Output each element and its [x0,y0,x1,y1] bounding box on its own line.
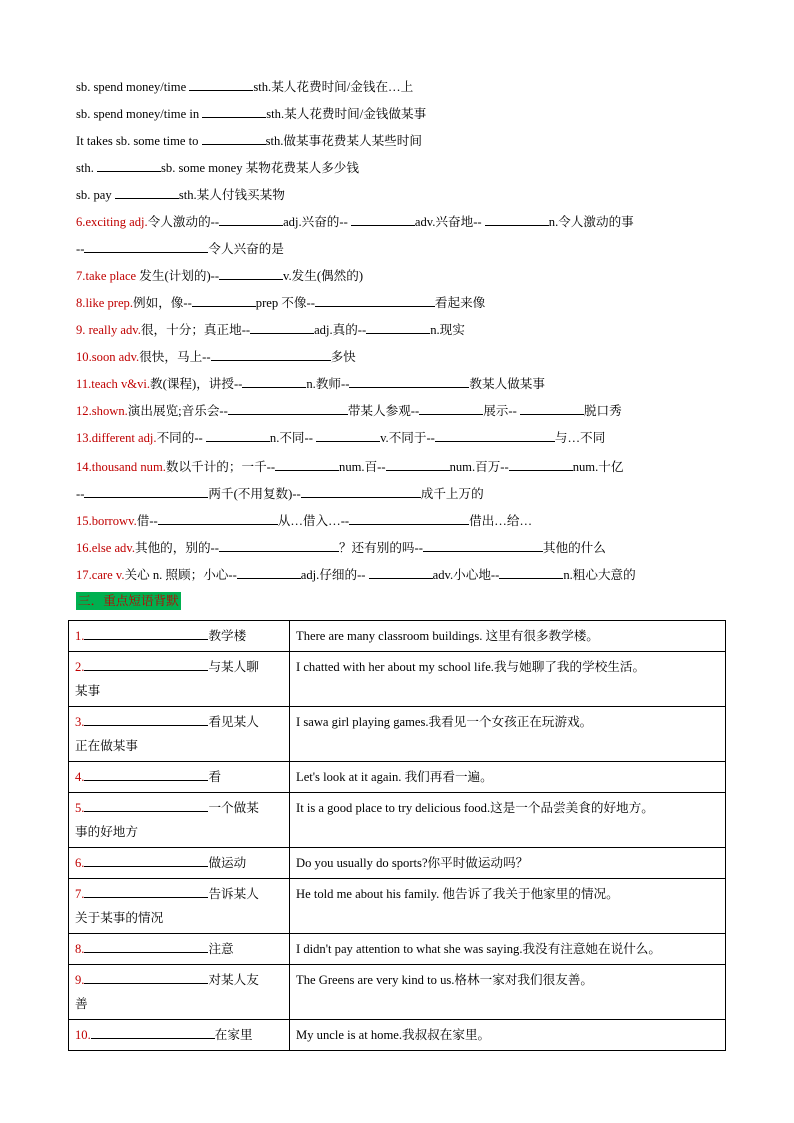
fill-blank[interactable] [219,538,339,552]
item-prefix: 16.else adv. [76,541,135,555]
phrase-cell [69,707,290,762]
item-14 [76,457,623,476]
example-cell: It is a good place to try delicious food.这是一个品尝美食的好地方。 [290,793,726,848]
item-6b [76,239,284,258]
table-row [69,879,726,934]
row-number: 9. [75,973,85,987]
phrase-meaning: 与某人聊 [208,660,259,674]
line-text: sth.做某事花费某人某些时间 [265,134,422,148]
item-text: 教某人做某事 [469,377,545,391]
fill-blank[interactable] [419,401,483,415]
phrase-meaning: 看见某人 [208,715,259,729]
item-text: 看起来像 [434,296,486,310]
item-10 [76,347,356,366]
line-text: sb. pay [76,188,115,202]
fill-blank[interactable] [485,212,549,226]
item-text: adj.兴奋的-- [283,215,351,229]
example-cell: Let's look at it again. 我们再看一遍。 [290,762,726,793]
item-prefix: -- [76,487,85,501]
fill-blank[interactable] [316,428,380,442]
row-number: 3. [75,715,85,729]
phrase-meaning: 注意 [208,942,234,956]
phrase-line-5 [76,185,285,204]
fill-blank[interactable] [315,293,435,307]
table-row [69,965,726,1020]
item-text: 多快 [330,350,356,364]
phrase-cell [69,848,290,879]
phrase-line-2 [76,104,426,123]
phrase-cell [69,1020,290,1051]
phrase-line-3 [76,131,422,150]
item-text: 其他的什么 [542,541,606,555]
fill-blank[interactable] [349,511,469,525]
row-number: 6. [75,856,85,870]
item-text: adj.真的-- [314,323,367,337]
fill-blank[interactable] [206,428,270,442]
example-cell: I chatted with her about my school life.我与她聊了我的学校生活。 [290,652,726,707]
row-number: 8. [75,942,85,956]
line-text: It takes sb. some time to [76,134,202,148]
fill-blank[interactable] [219,266,283,280]
item-text: num.百-- [339,460,386,474]
item-text: adj.仔细的-- [300,568,369,582]
item-text: 借出…给… [469,514,533,528]
fill-blank[interactable] [189,77,253,91]
item-prefix: 10.soon adv. [76,350,140,364]
item-text: 不同的-- [156,431,206,445]
fill-blank[interactable] [435,428,555,442]
fill-blank[interactable] [520,401,584,415]
phrase-meaning-cont: 事的好地方 [75,825,138,839]
fill-blank[interactable] [84,766,208,781]
item-prefix: -- [76,242,85,256]
fill-blank[interactable] [84,797,208,812]
item-text: v.不同于-- [380,431,435,445]
line-text: sth.某人花费时间/金钱做某事 [266,107,427,121]
fill-blank[interactable] [369,565,433,579]
item-text: adv.小心地-- [432,568,500,582]
fill-blank[interactable] [91,1024,215,1039]
line-text: sth.某人花费时间/金钱在…上 [253,80,414,94]
fill-blank[interactable] [97,158,161,172]
fill-blank[interactable] [202,131,266,145]
example-cell: The Greens are very kind to us.格林一家对我们很友善。 [290,965,726,1020]
phrase-meaning: 教学楼 [208,629,247,643]
fill-blank[interactable] [84,852,208,867]
row-number: 10. [75,1028,91,1042]
phrase-meaning: 一个做某 [208,801,259,815]
phrase-cell [69,934,290,965]
phrase-meaning-cont: 关于某事的情况 [75,911,164,925]
fill-blank[interactable] [84,484,208,498]
fill-blank[interactable] [84,969,208,984]
example-cell: Do you usually do sports?你平时做运动吗？ [290,848,726,879]
table-row [69,793,726,848]
fill-blank[interactable] [202,104,266,118]
fill-blank[interactable] [228,401,348,415]
item-text: n.粗心大意的 [563,568,636,582]
item-14b [76,484,484,503]
item-text: 数以千计的；一千-- [165,460,276,474]
item-text: 两千(不用复数)-- [208,487,301,501]
item-6 [76,212,634,231]
item-text: 很快，马上-- [139,350,211,364]
row-number: 5. [75,801,85,815]
phrase-meaning: 看 [208,770,222,784]
table-row [69,934,726,965]
phrase-cell [69,965,290,1020]
item-prefix: 6.exciting adj. [76,215,148,229]
item-prefix: 9. really adv. [76,323,141,337]
fill-blank[interactable] [211,347,331,361]
item-15 [76,511,532,530]
fill-blank[interactable] [84,883,208,898]
phrase-meaning: 做运动 [208,856,247,870]
item-text: num.百万-- [449,460,509,474]
item-prefix: 11.teach v&vi. [76,377,151,391]
phrase-cell [69,621,290,652]
fill-blank[interactable] [349,374,469,388]
fill-blank[interactable] [301,484,421,498]
item-text: 发生(计划的)-- [139,269,220,283]
row-number: 2. [75,660,85,674]
phrase-cell [69,652,290,707]
phrase-cell [69,762,290,793]
item-17 [76,565,636,584]
item-prefix: 14.thousand num. [76,460,166,474]
fill-blank[interactable] [366,320,430,334]
table-row [69,652,726,707]
fill-blank[interactable] [158,511,278,525]
table-row [69,1020,726,1051]
item-text: adv.兴奋地-- [414,215,485,229]
item-text: 脱口秀 [583,404,622,418]
row-number: 1. [75,629,85,643]
item-prefix: 7.take place [76,269,140,283]
item-text: 从…借入…-- [277,514,350,528]
item-11 [76,374,545,393]
phrase-line-1 [76,77,413,96]
row-number: 4. [75,770,85,784]
item-text: n.教师-- [306,377,350,391]
phrase-meaning: 在家里 [214,1028,253,1042]
item-text: prep 不像-- [255,296,315,310]
item-prefix: 12.shown. [76,404,128,418]
fill-blank[interactable] [499,565,563,579]
item-text: v.发生(偶然的) [283,269,364,283]
line-text: sb. spend money/time in [76,107,203,121]
item-text: 很，十分；真正地-- [140,323,251,337]
phrase-meaning-cont: 某事 [75,684,101,698]
example-cell: My uncle is at home.我叔叔在家里。 [290,1020,726,1051]
line-text: sth.某人付钱买某物 [178,188,285,202]
fill-blank[interactable] [84,239,208,253]
item-16 [76,538,606,557]
fill-blank[interactable] [386,457,450,471]
item-text: n.令人激动的事 [548,215,634,229]
item-text: 演出展览;音乐会-- [127,404,228,418]
fill-blank[interactable] [84,711,208,726]
item-text: 令人激动的-- [147,215,220,229]
item-text: 展示-- [483,404,520,418]
phrase-table [68,620,726,1051]
item-text: 成千上万的 [420,487,484,501]
table-row [69,621,726,652]
item-text: 例如，像-- [133,296,192,310]
item-text: n.现实 [430,323,465,337]
fill-blank[interactable] [237,565,301,579]
item-13 [76,428,605,447]
fill-blank[interactable] [219,212,283,226]
fill-blank[interactable] [84,656,208,671]
row-number: 7. [75,887,85,901]
section-title: 三．重点短语背默 [78,594,179,608]
item-8 [76,293,485,312]
item-text: ？还有别的吗-- [338,541,423,555]
fill-blank[interactable] [250,320,314,334]
item-text: 令人兴奋的是 [208,242,284,256]
fill-blank[interactable] [351,212,415,226]
fill-blank[interactable] [275,457,339,471]
item-text: 借-- [136,514,158,528]
item-12 [76,401,622,420]
item-text: 其他的，别的-- [134,541,219,555]
phrase-line-4 [76,158,359,177]
fill-blank[interactable] [192,293,256,307]
item-prefix: 8.like prep. [76,296,134,310]
line-text: sb. spend money/time [76,80,190,94]
item-text: num.十亿 [572,460,624,474]
fill-blank[interactable] [242,374,306,388]
item-9 [76,320,465,339]
item-text: 带某人参观-- [347,404,420,418]
item-text: 与…不同 [554,431,606,445]
item-prefix: 15.borrowv. [76,514,137,528]
fill-blank[interactable] [84,938,208,953]
fill-blank[interactable] [509,457,573,471]
fill-blank[interactable] [115,185,179,199]
phrase-meaning-cont: 正在做某事 [75,739,138,753]
fill-blank[interactable] [423,538,543,552]
example-cell: There are many classroom buildings. 这里有很多教学楼。 [290,621,726,652]
example-cell: I sawa girl playing games.我看见一个女孩正在玩游戏。 [290,707,726,762]
line-text: sth. [76,161,97,175]
phrase-cell [69,879,290,934]
item-text: 教(课程)，讲授-- [150,377,243,391]
example-cell: I didn't pay attention to what she was saying.我没有注意她在说什么。 [290,934,726,965]
table-row [69,707,726,762]
phrase-meaning: 告诉某人 [208,887,259,901]
item-text: 关心 n. 照顾；小心-- [124,568,237,582]
example-cell: He told me about his family. 他告诉了我关于他家里的情况。 [290,879,726,934]
item-prefix: 17.care v. [76,568,125,582]
table-row [69,762,726,793]
item-prefix: 13.different adj. [76,431,157,445]
table-row [69,848,726,879]
phrase-meaning: 对某人友 [208,973,259,987]
item-text: n.不同-- [269,431,317,445]
item-7 [76,266,363,285]
phrase-cell [69,793,290,848]
fill-blank[interactable] [84,625,208,640]
line-text: sb. some money 某物花费某人多少钱 [161,161,359,175]
phrase-meaning-cont: 善 [75,997,88,1011]
